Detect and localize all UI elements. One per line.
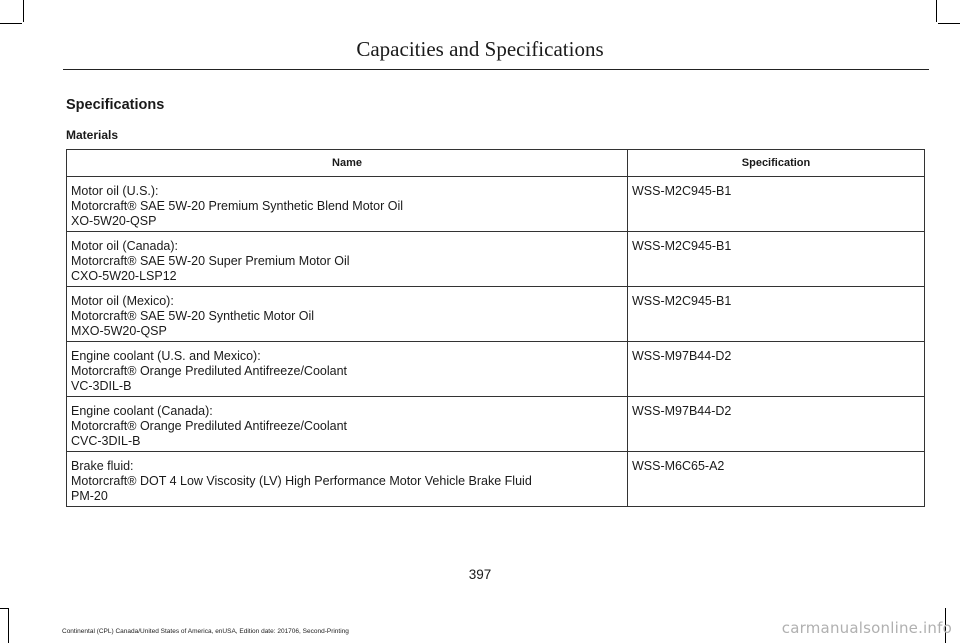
materials-table [66,149,925,507]
specification-cell: WSS-M2C945-B1 [628,232,925,287]
table-row [67,177,925,232]
item-label: Brake fluid: [71,459,134,473]
crop-mark [938,23,960,24]
item-product: Motorcraft® DOT 4 Low Viscosity (LV) High Performance Motor Vehicle Brake Fluid [71,474,532,488]
watermark: carmanualsonline.info [781,619,952,637]
table-row [67,452,925,507]
specification-cell: WSS-M2C945-B1 [628,287,925,342]
item-part-number: XO-5W20-QSP [71,214,157,228]
footer-edition-text: Continental (CPL) Canada/United States of America, enUSA, Edition date: 201706, Second-Printing [62,628,349,635]
item-label: Motor oil (Mexico): [71,294,174,308]
crop-mark [23,0,24,22]
name-cell [67,287,628,342]
crop-mark [8,608,9,643]
name-cell [67,232,628,287]
item-product: Motorcraft® SAE 5W-20 Synthetic Motor Oil [71,309,315,323]
name-cell [67,452,628,507]
item-part-number: PM-20 [71,489,108,503]
crop-mark [0,608,9,609]
item-product: Motorcraft® SAE 5W-20 Super Premium Motor Oil [71,254,350,268]
item-part-number: CVC-3DIL-B [71,434,141,448]
specification-cell: WSS-M97B44-D2 [628,397,925,452]
item-part-number: VC-3DIL-B [71,379,132,393]
sub-heading: Materials [66,128,119,142]
table-row [67,287,925,342]
page-title: Capacities and Specifications [356,37,604,61]
crop-mark [936,0,937,22]
table-row [67,397,925,452]
item-label: Engine coolant (Canada): [71,404,213,418]
crop-mark [0,23,22,24]
item-product: Motorcraft® SAE 5W-20 Premium Synthetic Blend Motor Oil [71,199,404,213]
table-row [67,342,925,397]
item-product: Motorcraft® Orange Prediluted Antifreeze/Coolant [71,419,348,433]
name-cell [67,177,628,232]
specification-cell: WSS-M97B44-D2 [628,342,925,397]
section-heading: Specifications [66,97,165,113]
specification-cell: WSS-M6C65-A2 [628,452,925,507]
page-number: 397 [468,567,492,582]
item-part-number: MXO-5W20-QSP [71,324,167,338]
column-header-name: Name [67,150,628,177]
item-label: Motor oil (Canada): [71,239,178,253]
column-header-specification: Specification [628,150,925,177]
item-label: Engine coolant (U.S. and Mexico): [71,349,261,363]
name-cell [67,342,628,397]
specification-cell: WSS-M2C945-B1 [628,177,925,232]
table-row [67,232,925,287]
item-part-number: CXO-5W20-LSP12 [71,269,177,283]
name-cell [67,397,628,452]
item-label: Motor oil (U.S.): [71,184,159,198]
header-rule [63,69,929,70]
item-product: Motorcraft® Orange Prediluted Antifreeze/Coolant [71,364,348,378]
table-header-row [67,150,925,177]
